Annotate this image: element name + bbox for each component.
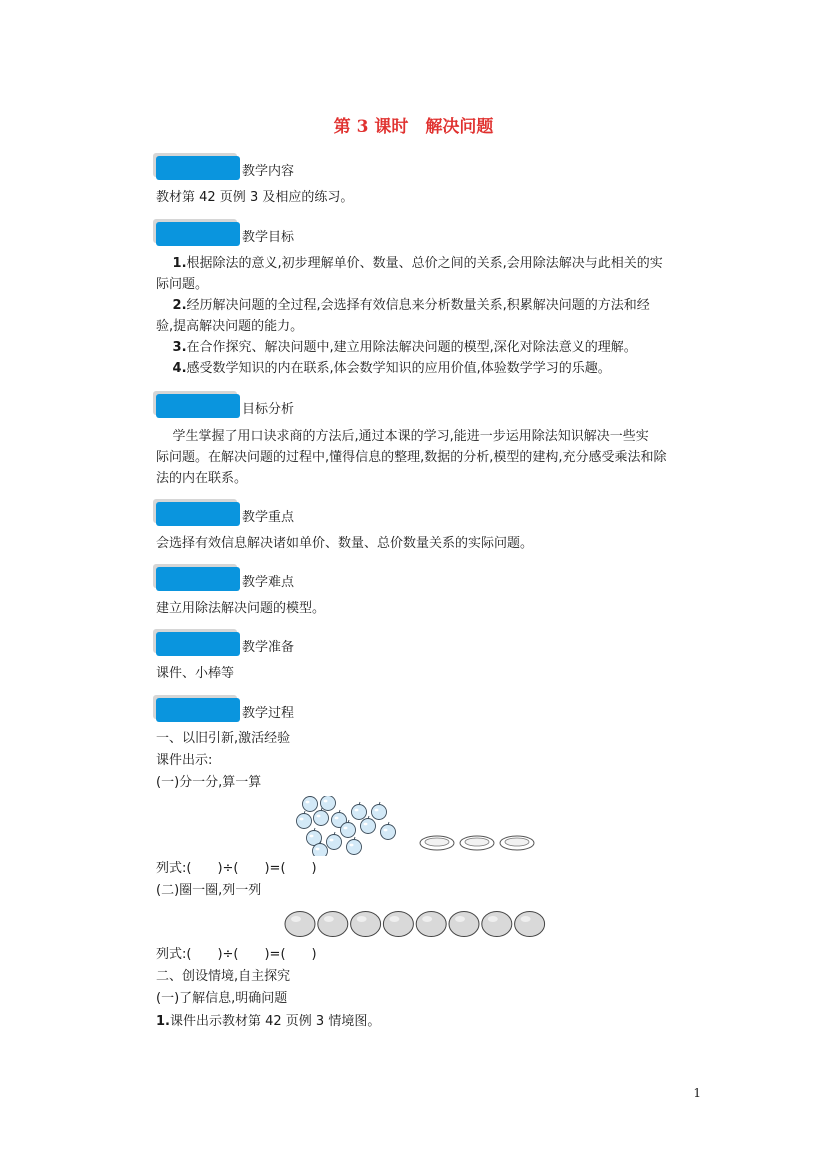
apple-icon (372, 802, 387, 820)
apple-icon (352, 802, 367, 820)
section-header-content (156, 152, 294, 180)
page-number: 1 (693, 1086, 701, 1100)
plates-illustration (418, 832, 538, 854)
goal-line: 4.感受数学知识的内在联系,体会数学知识的应用价值,体验数学学习的乐趣。 (172, 361, 611, 376)
goal-line: 2.经历解决问题的全过程,会选择有效信息来分析数量关系,积累解决问题的方法和经 (172, 298, 650, 313)
difficulty-text: 建立用除法解决问题的模型。 (156, 601, 326, 616)
egg-icon (285, 912, 315, 937)
page-title: 第 3 课时 解决问题 (333, 117, 494, 137)
process-line: 二、创设情境,自主探究 (156, 969, 291, 984)
egg-icon (416, 912, 446, 937)
plate-icon (420, 836, 454, 850)
section-pill (156, 632, 240, 656)
apple-icon (303, 796, 318, 812)
section-label: 目标分析 (242, 402, 295, 417)
process-line: 1.课件出示教材第 42 页例 3 情境图。 (156, 1014, 381, 1029)
prep-text: 课件、小棒等 (156, 666, 235, 681)
egg-icon (482, 912, 512, 937)
goal-line: 验,提高解决问题的能力。 (156, 319, 304, 334)
egg-icon (515, 912, 545, 937)
eggs-illustration (284, 908, 546, 940)
process-line: 一、以旧引新,激活经验 (156, 731, 291, 746)
goal-line: 3.在合作探究、解决问题中,建立用除法解决问题的模型,深化对除法意义的理解。 (172, 340, 637, 355)
apple-icon (327, 832, 342, 850)
section-header-difficulty (156, 563, 294, 591)
egg-icon (383, 912, 413, 937)
goals-list (156, 253, 716, 379)
process-line: (二)圈一圈,列一列 (156, 883, 262, 898)
process-line: 列式:( )÷( )=( ) (156, 861, 317, 876)
section-label: 教学内容 (242, 164, 295, 179)
apple-icon (297, 811, 312, 829)
process-line: 课件出示: (156, 753, 213, 768)
apple-icon (347, 837, 362, 855)
goal-line: 1.根据除法的意义,初步理解单价、数量、总价之间的关系,会用除法解决与此相关的实 (172, 256, 663, 271)
key-text: 会选择有效信息解决诸如单价、数量、总价数量关系的实际问题。 (156, 536, 534, 551)
section-label: 教学难点 (242, 575, 295, 590)
section-header-goals (156, 218, 294, 246)
section-pill (156, 394, 240, 418)
section-pill (156, 698, 240, 722)
section-pill (156, 156, 240, 180)
section-pill (156, 222, 240, 246)
plate-icon (460, 836, 494, 850)
apples-illustration (290, 796, 400, 856)
analysis-text: 学生掌握了用口诀求商的方法后,通过本课的学习,能进一步运用除法知识解决一些实 际问题。在解决问题的过程中,懂得信息的整理,数据的分析,模型的建构,充分感受乘法和除 法的内在联系。 (156, 429, 667, 486)
apple-icon (321, 796, 336, 811)
section-label: 教学准备 (242, 640, 295, 655)
section-label: 教学过程 (242, 706, 295, 721)
section-pill (156, 567, 240, 591)
apple-icon (381, 822, 396, 840)
section-header-analysis (156, 390, 294, 418)
process-line: 列式:( )÷( )=( ) (156, 947, 317, 962)
section-header-prep (156, 628, 294, 656)
egg-icon (449, 912, 479, 937)
section-pill (156, 502, 240, 526)
section-label: 教学目标 (242, 230, 295, 245)
section-header-process (156, 694, 294, 722)
process-line: (一)了解信息,明确问题 (156, 991, 288, 1006)
section-header-key (156, 498, 294, 526)
content-text: 教材第 42 页例 3 及相应的练习。 (156, 190, 354, 205)
goal-line: 际问题。 (156, 277, 209, 292)
section-label: 教学重点 (242, 510, 295, 525)
egg-icon (351, 912, 381, 937)
apple-icon (307, 828, 322, 846)
process-line: (一)分一分,算一算 (156, 775, 262, 790)
plate-icon (500, 836, 534, 850)
egg-icon (318, 912, 348, 937)
